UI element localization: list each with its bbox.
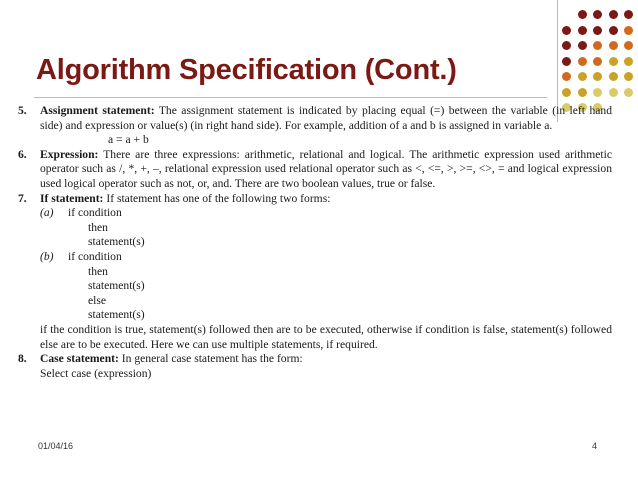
decorative-dot [562, 26, 571, 35]
decorative-dot [562, 88, 571, 97]
form-a-line-3: statement(s) [88, 235, 145, 249]
form-b-line-3: statement(s) [88, 279, 145, 293]
decorative-dot [562, 72, 571, 81]
form-b-line-4: else [88, 293, 107, 307]
item-number: 7. [18, 191, 27, 205]
form-a-label: (a) [40, 206, 54, 220]
decorative-dot [593, 26, 602, 35]
item-number: 8. [18, 352, 27, 366]
item-number: 5. [18, 104, 27, 117]
decorative-dot [609, 88, 618, 97]
footer-date: 01/04/16 [38, 441, 74, 451]
decorative-dot [609, 41, 618, 50]
item-paragraph [40, 192, 612, 207]
item-paragraph [40, 104, 612, 133]
item-number: 6. [18, 147, 27, 161]
decorative-dot [609, 72, 618, 81]
item-paragraph [40, 352, 612, 367]
item-heading: Expression: [40, 147, 99, 161]
decorative-dot [578, 72, 587, 81]
form-b-label: (b) [40, 249, 54, 263]
decorative-dot [593, 41, 602, 50]
list-item-if-statement [18, 192, 612, 353]
list-item-assignment [18, 104, 612, 148]
case-example: Select case (expression) [40, 366, 152, 380]
decorative-dot [578, 88, 587, 97]
form-b-line-5: statement(s) [88, 308, 145, 322]
decorative-dot [593, 57, 602, 66]
item-text: In general case statement has the form: [121, 352, 303, 366]
decorative-dot [578, 26, 587, 35]
decorative-dot [562, 57, 571, 66]
decorative-dot [624, 57, 633, 66]
list-item-expression [18, 148, 612, 192]
decorative-dot-grid [560, 8, 638, 118]
decorative-dot [593, 10, 602, 19]
item-text: There are three expressions: arithmetic, relational and logical. The arithmetic expression used arithmetic operator such as /, *, +, –, relational expression used relational operator such as <, <=, >, >=, <>, = and logical expression used logical operator such as not, or, and. There are two boolean values, true or false. [40, 147, 612, 190]
list-item-case-statement [18, 352, 612, 381]
decorative-dot [624, 72, 633, 81]
decorative-dot [593, 88, 602, 97]
decorative-dot [578, 57, 587, 66]
assignment-example: a = a + b [108, 133, 149, 147]
decorative-dot [578, 41, 587, 50]
slide-body [18, 104, 612, 381]
slide-title: Algorithm Specification (Cont.) [36, 54, 457, 86]
decorative-dot [609, 10, 618, 19]
item-text: The assignment statement is indicated by placing equal (=) between the variable (in left hand side) and expression or value(s) (in right hand side). For example, addition of a and b is assigned in variable a. [40, 104, 612, 132]
page-number: 4 [592, 441, 598, 451]
form-a-line-1: (a) if condition [40, 206, 122, 220]
form-b-line-1: (b) if condition [40, 249, 122, 263]
decorative-dot [624, 26, 633, 35]
item-heading: Case statement: [40, 352, 119, 366]
item-text: If statement has one of the following two forms: [106, 191, 331, 205]
item-heading: If statement: [40, 191, 104, 205]
decorative-dot [624, 10, 633, 19]
decorative-dot [624, 41, 633, 50]
form-a-line-2: then [88, 220, 108, 234]
decorative-dot [562, 41, 571, 50]
item-heading: Assignment statement: [40, 104, 155, 117]
item-paragraph [40, 148, 612, 192]
decorative-dot [593, 72, 602, 81]
decorative-dot [578, 10, 587, 19]
decorative-dot [609, 26, 618, 35]
decorative-dot [609, 57, 618, 66]
decorative-dot [624, 88, 633, 97]
form-b-line-2: then [88, 264, 108, 278]
if-statement-closing: if the condition is true, statement(s) followed then are to be executed, otherwise if condition is false, statement(s) followed else are to be executed. Here we can use multiple statements, if required. [40, 322, 612, 351]
title-underline [34, 97, 547, 98]
